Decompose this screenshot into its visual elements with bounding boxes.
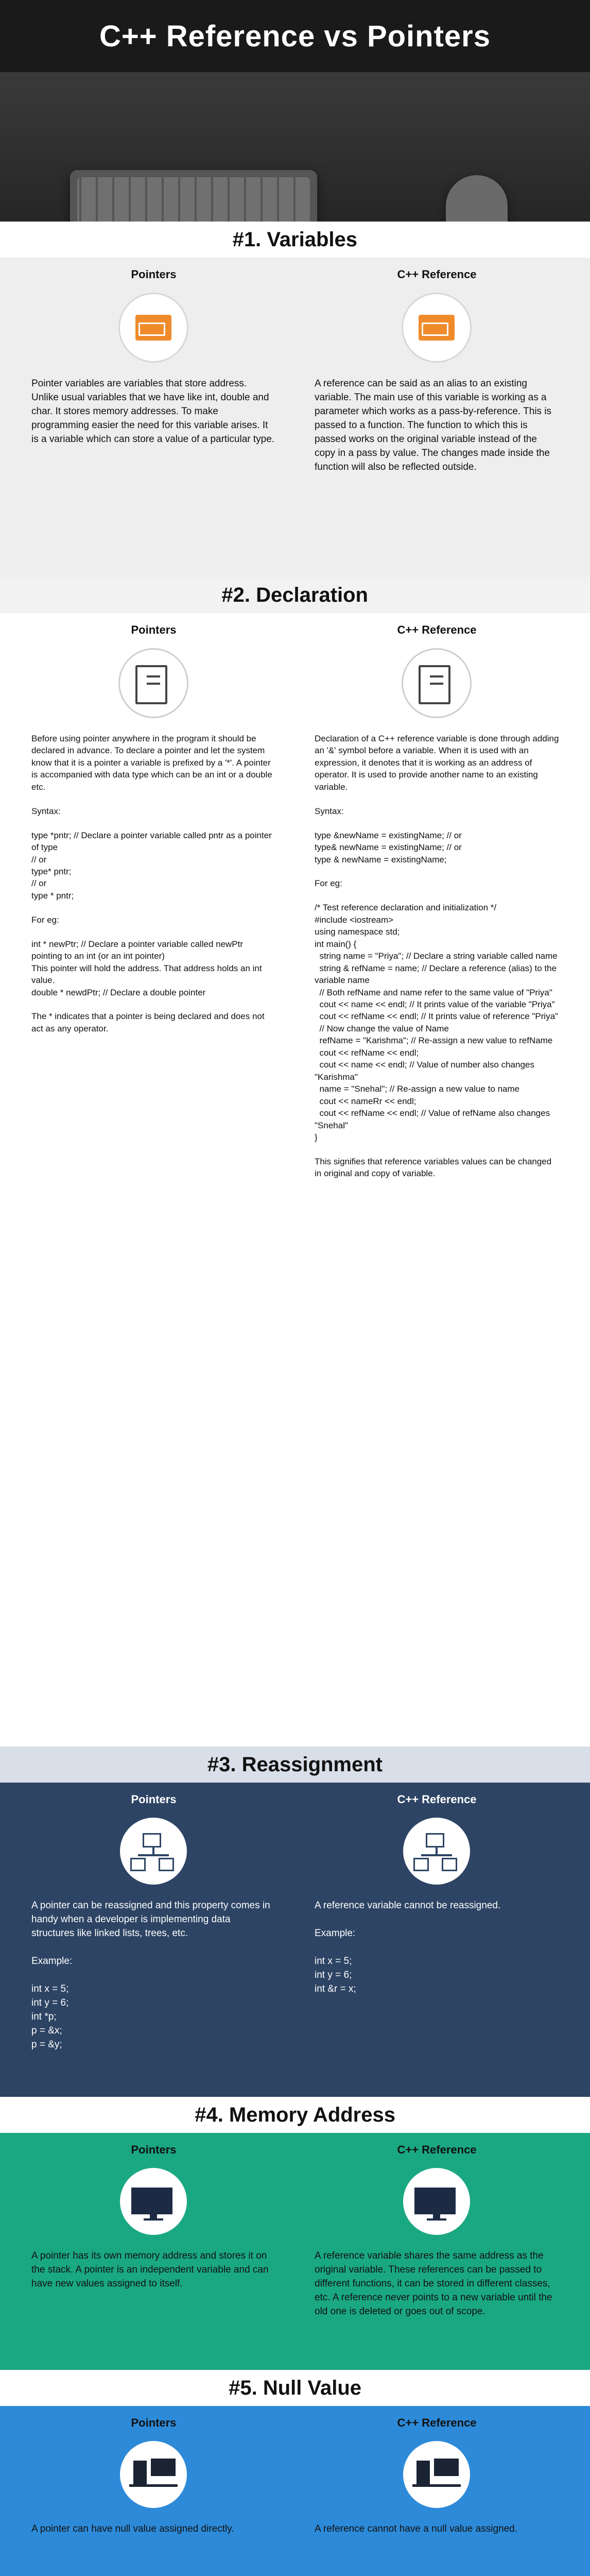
section-header xyxy=(0,222,590,258)
section-title: #4. Memory Address xyxy=(195,2103,395,2126)
pointer-text: A pointer can be reassigned and this property comes in handy when a developer is implementing data structures like linked lists, trees, etc. Example: int x = 5; int y = 6; int *p; p = &x; p = &y; xyxy=(31,1900,270,2050)
monitor-icon xyxy=(120,2168,187,2235)
document-icon xyxy=(119,648,189,718)
pointer-text: Pointer variables are variables that store address. Unlike usual variables that we have like int, double and char. It stores memory addresses. To make programming easier the need for this variable arises. It is a variable which can store a value of a particular type. xyxy=(31,378,275,445)
section-memory-address xyxy=(0,2097,590,2370)
section-title: #5. Null Value xyxy=(229,2376,361,2399)
title-bar xyxy=(0,0,590,72)
code-window-icon xyxy=(402,293,472,363)
section-header xyxy=(0,1747,590,1783)
header-photo xyxy=(0,72,590,222)
section-title: #1. Variables xyxy=(232,228,358,251)
pointer-label: Pointers xyxy=(131,2143,177,2156)
section-title: #2. Declaration xyxy=(221,583,369,606)
reference-text: A reference cannot have a null value assigned. xyxy=(315,2523,517,2534)
header xyxy=(0,0,590,222)
pointer-column xyxy=(31,2143,276,2291)
reference-label: C++ Reference xyxy=(397,2143,477,2156)
section-reassignment xyxy=(0,1747,590,2097)
section-declaration xyxy=(0,577,590,1747)
section-header xyxy=(0,2097,590,2133)
computer-desk-icon xyxy=(404,2441,471,2508)
sitemap-icon xyxy=(120,1818,187,1885)
pointer-text: A pointer can have null value assigned directly. xyxy=(31,2523,234,2534)
reference-column xyxy=(315,2143,559,2319)
section-title: #3. Reassignment xyxy=(207,1753,383,1776)
pointer-column xyxy=(31,268,276,447)
reference-label: C++ Reference xyxy=(397,2416,477,2429)
reference-column xyxy=(315,268,559,474)
code-window-icon xyxy=(119,293,189,363)
keyboard-image xyxy=(70,170,317,222)
reference-text: A reference can be said as an alias to an existing variable. The main use of this variable is working as a parameter which works as a pass-by-reference. This is passed to a function. The function to which this is passed works on the original variable instead of the copy in a pass by value. The changes made inside the function will also be reflected outside. xyxy=(315,378,554,472)
pointer-label: Pointers xyxy=(131,1793,177,1806)
reference-text: A reference variable cannot be reassigned. Example: int x = 5; int y = 6; int &r = x; xyxy=(315,1900,501,1994)
section-null-value xyxy=(0,2370,590,2576)
monitor-icon xyxy=(404,2168,471,2235)
pointer-column xyxy=(31,2416,276,2536)
mouse-image xyxy=(446,175,508,222)
pointer-label: Pointers xyxy=(131,623,177,636)
document-icon xyxy=(402,648,472,718)
reference-column xyxy=(315,623,559,1180)
section-variables xyxy=(0,222,590,577)
reference-text: Declaration of a C++ reference variable is done through adding an '&' symbol before a variable. When it is used with an expression, it denotes that it is working as an address of operator. It is used to provide another name to an existing variable. Syntax: type &newName = existingName; // or type& newName = existingName; // or type & newName = existingName; For eg: /* Test reference declaration and initialization */ #include <iostream> using namespace std; int main() { string name = "Priya"; // Declare a string variable called name string & refName = name; // Declare a reference (alias) to the variable name // Both refName and name refer to the same value of "Priya" cout << name << endl; // It prints value of the variable "Priya" cout << refName << endl; // It prints value of reference "Priya" // Now change the value of Name refName = "Karishma"; // Re-assign a new value to refName cout << refName << endl; cout << name << endl; // Value of number also changes "Karishma" name = "Snehal"; // Re-assign a new value to name cout << nameRr << endl; cout << refName << endl; // Value of refName also changes "Snehal" } This signifies that reference variables values can be changed in original and copy of variable. xyxy=(315,734,559,1179)
page-title: C++ Reference vs Pointers xyxy=(99,19,491,53)
pointer-label: Pointers xyxy=(131,268,177,281)
section-header xyxy=(0,577,590,613)
reference-column xyxy=(315,1793,559,1996)
reference-text: A reference variable shares the same address as the original variable. These references can be passed to different functions, it can be stored in different classes, etc. A reference never points to a new variable until the old one is deleted or goes out of scope. xyxy=(315,2250,555,2317)
pointer-column xyxy=(31,1793,276,2052)
reference-label: C++ Reference xyxy=(397,1793,477,1806)
sitemap-icon xyxy=(404,1818,471,1885)
pointer-text: Before using pointer anywhere in the program it should be declared in advance. To declare a pointer and let the system know that it is a pointer a variable is prefixed by a '*'. A pointer is accompanied with data type which can be an int or a double etc. Syntax: type *pntr; // Declare a pointer variable called pntr as a pointer of type // or type* pntr; // or type * pntr; For eg: int * newPtr; // Declare a pointer variable called newPtr pointing to an int (or an int pointer) This pointer will hold the address. That address holds an int value. double * newdPtr; // Declare a double pointer The * indicates that a pointer is being declared and does not act as any operator. xyxy=(31,734,272,1033)
section-header xyxy=(0,2370,590,2406)
pointer-column xyxy=(31,623,276,1035)
computer-desk-icon xyxy=(120,2441,187,2508)
pointer-label: Pointers xyxy=(131,2416,177,2429)
reference-label: C++ Reference xyxy=(397,268,477,281)
pointer-text: A pointer has its own memory address and stores it on the stack. A pointer is an independent variable and can have new values assigned to itself. xyxy=(31,2250,271,2289)
reference-column xyxy=(315,2416,559,2536)
reference-label: C++ Reference xyxy=(397,623,477,636)
